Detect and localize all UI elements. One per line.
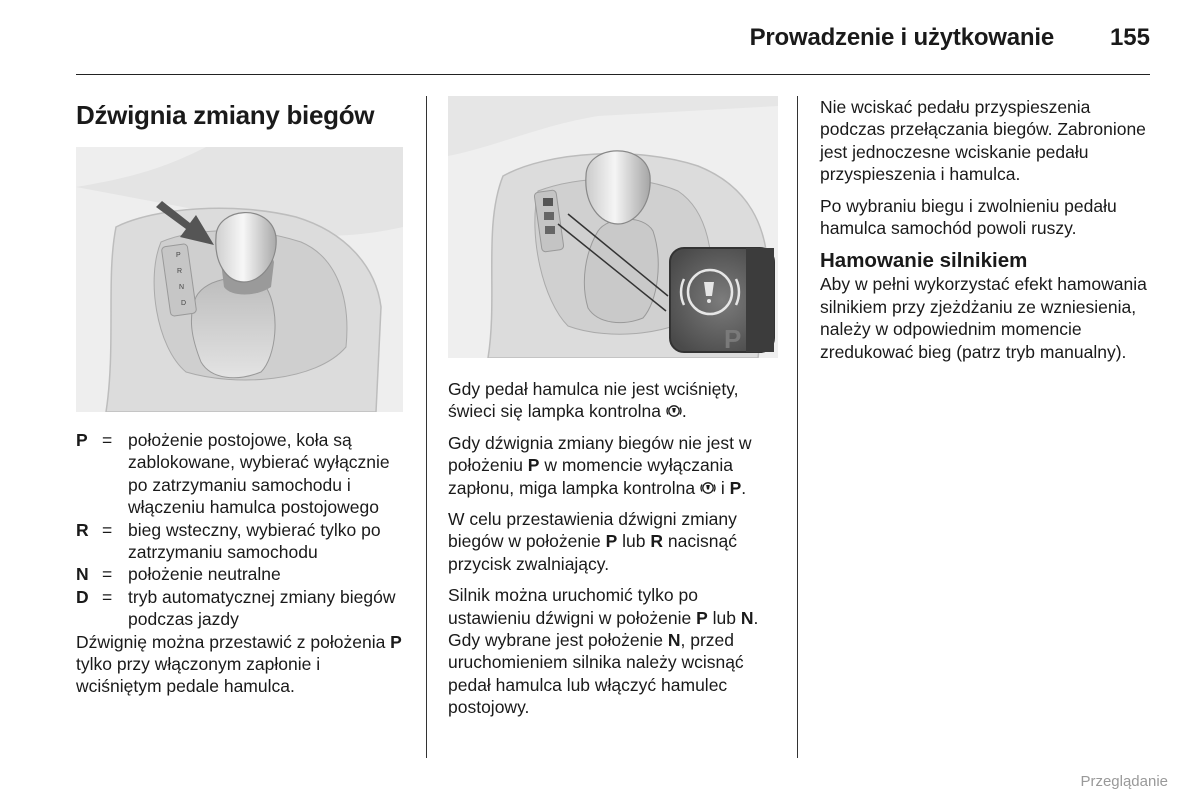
legend-item: R = bieg wsteczny, wybierać tylko po zatrzymaniu samochodu [76,519,381,563]
paragraph: Nie wciskać pedału przyspieszenia podczas przełączania biegów. Zabronione jest jednoczesne wciskanie pedału przyspieszenia i hamulca. [820,97,1146,185]
paragraph: Gdy dźwignia zmiany biegów nie jest w położeniu P w momencie wyłączania zapłonu, miga lampka kontrolna i P. [448,432,752,498]
zoom-gear-letter: P [724,324,742,354]
header-rule [76,74,1150,75]
column-left [76,96,406,707]
section-title: Dźwignia zmiany biegów [76,100,375,130]
page-header [76,22,1150,58]
gear-letter-p: P [176,252,181,259]
paragraph: Aby w pełni wykorzystać efekt hamowania silnikiem przy zjeżdżaniu ze wzniesienia, należy w odpowiednim momencie zredukować bieg (patrz tryb manualny). [820,274,1147,362]
paragraph: Gdy pedał hamulca nie jest wciśnięty, świeci się lampka kontrolna . [448,379,739,422]
paragraph: Silnik można uruchomić tylko po ustawieniu dźwigni w położenie P lub N. Gdy wybrane jest położenie N, przed uruchomieniem silnika należy wcisnąć pedał hamulca lub włączyć hamulec postojowy. [448,585,759,718]
footer-navigation-link[interactable]: Przeglądanie [1080,773,1168,790]
legend-item: N = położenie neutralne [76,564,281,585]
page-number: 155 [1109,24,1150,51]
paragraph: Po wybraniu biegu i zwolnieniu pedału hamulca samochód powoli ruszy. [820,195,1117,239]
brake-warning-icon [666,403,682,419]
gear-legend [76,429,406,631]
legend-item: D = tryb automatycznej zmiany biegów podczas jazdy [76,586,396,630]
paragraph: W celu przestawienia dźwigni zmiany biegów w położenie P lub R nacisnąć przycisk zwalniający. [448,509,737,574]
indicator-illustration [448,96,778,358]
paragraph: Dźwignię można przestawić z położenia P tylko przy włączonym zapłonie i wciśniętym pedale hamulca. [76,631,402,697]
indicator-drawing [448,96,778,358]
gear-letter-r: R [177,268,183,275]
brake-warning-icon [700,480,716,496]
gear-letter-n: N [179,284,185,291]
column-divider [797,96,798,758]
column-middle [448,96,780,728]
column-right [820,96,1160,372]
gear-lever-drawing [76,147,403,412]
column-divider [426,96,427,758]
gear-lever-illustration [76,147,403,412]
sub-heading: Hamowanie silnikiem [820,249,1028,273]
legend-item: P = położenie postojowe, koła są zablokowane, wybierać wyłącznie po zatrzymaniu samochodu i włączeniu hamulca postojowego [76,430,390,518]
chapter-title: Prowadzenie i użytkowanie [749,24,1054,51]
gear-letter-d: D [181,300,187,307]
